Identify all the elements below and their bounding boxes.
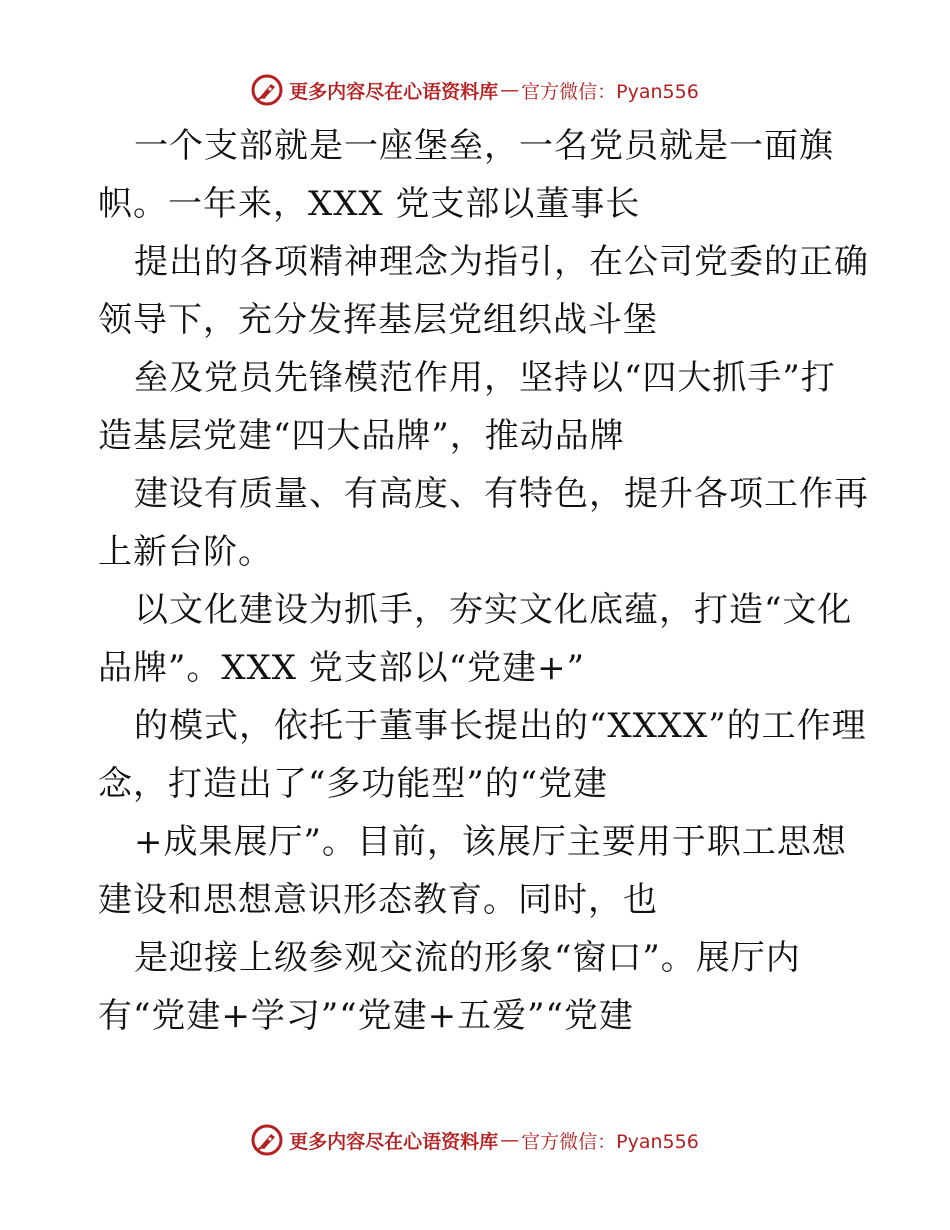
body-line-14: 建设和思想意识形态教育。同时，也 xyxy=(98,880,658,920)
header-banner-separator: — xyxy=(500,79,520,101)
body-line-8: 上新台阶。 xyxy=(98,532,273,572)
pen-nib-logo-icon xyxy=(251,74,283,106)
body-line-2: 帜。一年来，XXX 党支部以董事长 xyxy=(98,184,641,224)
body-line-16: 有“党建+学习”“党建+五爱”“党建 xyxy=(98,996,634,1036)
footer-banner-wechat: 官方微信：Pyan556 xyxy=(521,1130,699,1153)
body-line-5: 垒及党员先锋模范作用，坚持以“四大抓手”打 xyxy=(134,358,836,398)
footer-banner xyxy=(0,1120,950,1160)
body-line-15: 是迎接上级参观交流的形象“窗口”。展厅内 xyxy=(134,938,801,978)
body-line-1: 一个支部就是一座堡垒，一名党员就是一面旗 xyxy=(134,126,834,166)
body-line-13: +成果展厅”。目前，该展厅主要用于职工思想 xyxy=(134,822,847,862)
body-line-9: 以文化建设为抓手，夯实文化底蕴，打造“文化 xyxy=(134,590,853,630)
pen-nib-logo-icon xyxy=(251,1124,283,1156)
header-banner xyxy=(0,70,950,110)
body-line-7: 建设有质量、有高度、有特色，提升各项工作再 xyxy=(134,474,869,514)
header-banner-wechat: 官方微信：Pyan556 xyxy=(521,80,699,103)
body-line-4: 领导下，充分发挥基层党组织战斗堡 xyxy=(98,300,658,340)
header-banner-text: 更多内容尽在心语资料库 xyxy=(289,80,499,103)
footer-banner-separator: — xyxy=(500,1129,520,1151)
footer-banner-text: 更多内容尽在心语资料库 xyxy=(289,1130,499,1153)
body-line-10: 品牌”。XXX 党支部以“党建+” xyxy=(98,648,586,688)
body-line-6: 造基层党建“四大品牌”，推动品牌 xyxy=(98,416,625,456)
document-body xyxy=(98,117,869,1045)
body-line-3: 提出的各项精神理念为指引，在公司党委的正确 xyxy=(134,242,869,282)
body-line-11: 的模式，依托于董事长提出的“XXXX”的工作理 xyxy=(134,706,867,746)
body-line-12: 念，打造出了“多功能型”的“党建 xyxy=(98,764,609,804)
